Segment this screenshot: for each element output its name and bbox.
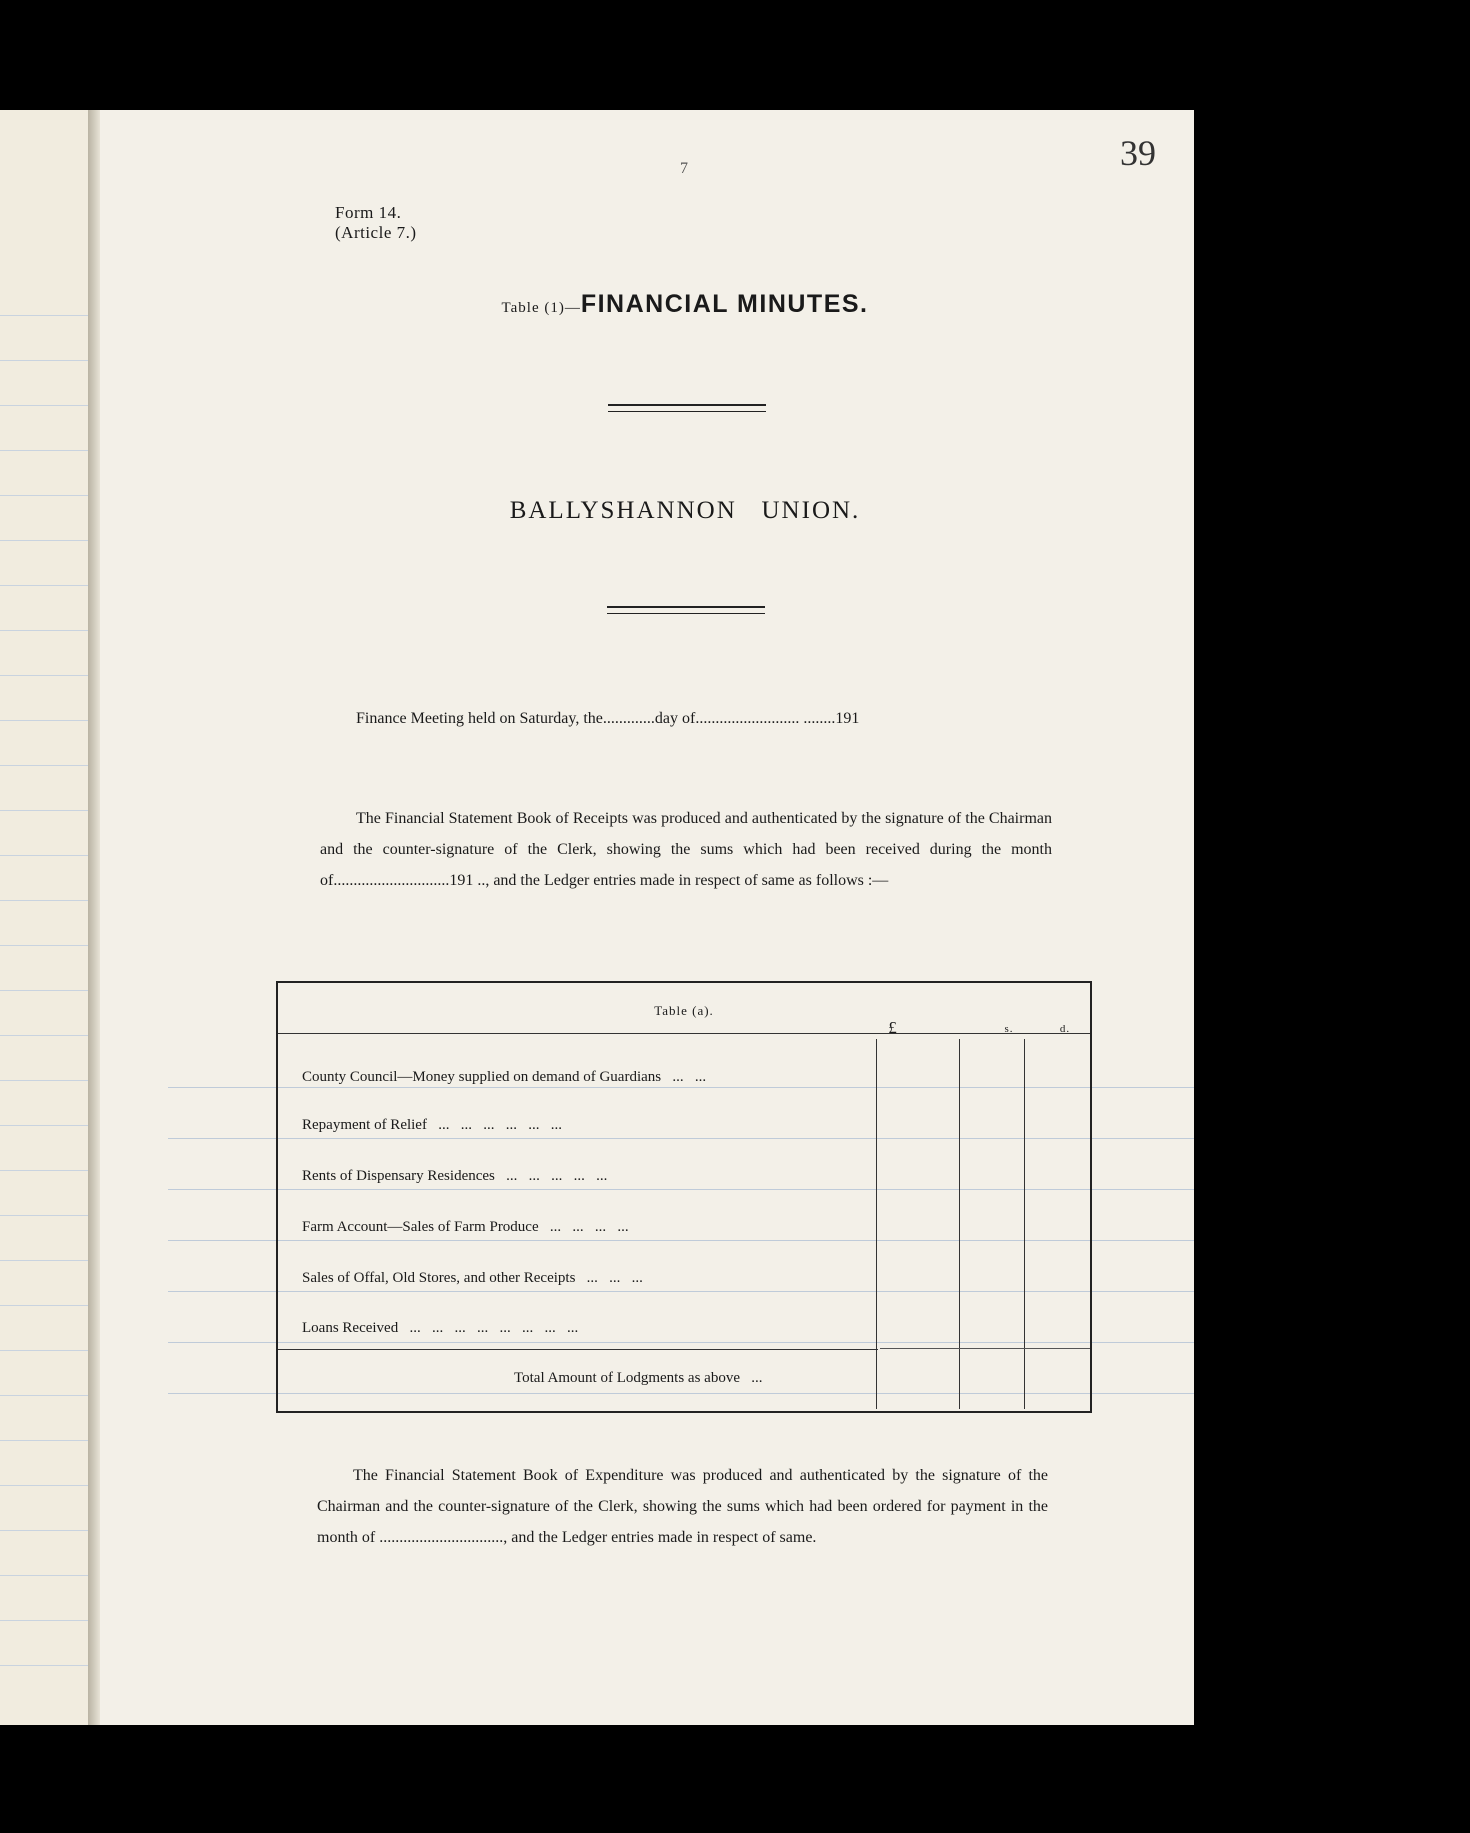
table-title: Table (a).: [654, 1003, 714, 1018]
col-shillings: s.: [1004, 1023, 1014, 1035]
table-row: Rents of Dispensary Residences ... ... ... ... ...: [302, 1168, 608, 1184]
col-pounds: £: [888, 1018, 898, 1037]
table-total-row: Total Amount of Lodgments as above ...: [514, 1370, 763, 1386]
col-divider: [876, 1039, 877, 1409]
union-heading: BALLYSHANNON UNION.: [509, 497, 861, 524]
page-title: [0, 290, 1370, 319]
col-pence: d.: [1059, 1023, 1071, 1035]
table-row: Repayment of Relief ... ... ... ... ... ...: [302, 1117, 562, 1133]
book-gutter: [88, 110, 100, 1725]
table-row: Sales of Offal, Old Stores, and other Receipts ... ... ...: [302, 1270, 643, 1286]
meeting-line: Finance Meeting held on Saturday, the.............day of.......................... ........191: [356, 710, 860, 727]
col-divider: [1024, 1039, 1025, 1409]
form-label: [335, 203, 417, 243]
table-row: Farm Account—Sales of Farm Produce ... ... ... ...: [302, 1219, 629, 1235]
title-prefix: Table (1)—: [501, 300, 581, 316]
sum-rule: [880, 1348, 1090, 1349]
col-divider: [959, 1039, 960, 1409]
expenditure-paragraph: The Financial Statement Book of Expenditure was produced and authenticated by the signature of the Chairman and the counter-signature of the Clerk, showing the sums which had been ordered for payment in the month of ..............................., and the Ledger entries made in respect of same.: [317, 1467, 1048, 1546]
title-main: FINANCIAL MINUTES.: [580, 290, 869, 318]
receipts-paragraph: The Financial Statement Book of Receipts was produced and authenticated by the signature of the Chairman and the counter-signature of the Clerk, showing the sums which had been received during the month of.............................191 .., and the Ledger entries made in respect of same as follows :—: [320, 810, 1052, 889]
table-header-rule: [278, 1033, 1090, 1034]
total-rule: [278, 1349, 878, 1350]
double-rule-top: [608, 404, 766, 412]
page-number: 7: [680, 160, 688, 177]
page-number-corner: 39: [1120, 133, 1156, 173]
receipts-table: [276, 981, 1092, 1413]
facing-page: [0, 110, 89, 1725]
form-article: (Article 7.): [335, 223, 417, 242]
double-rule-bottom: [607, 606, 765, 614]
form-number: Form 14.: [335, 203, 402, 222]
table-row: Loans Received ... ... ... ... ... ... ... ...: [302, 1320, 579, 1336]
table-row: County Council—Money supplied on demand of Guardians ... ...: [302, 1069, 707, 1085]
